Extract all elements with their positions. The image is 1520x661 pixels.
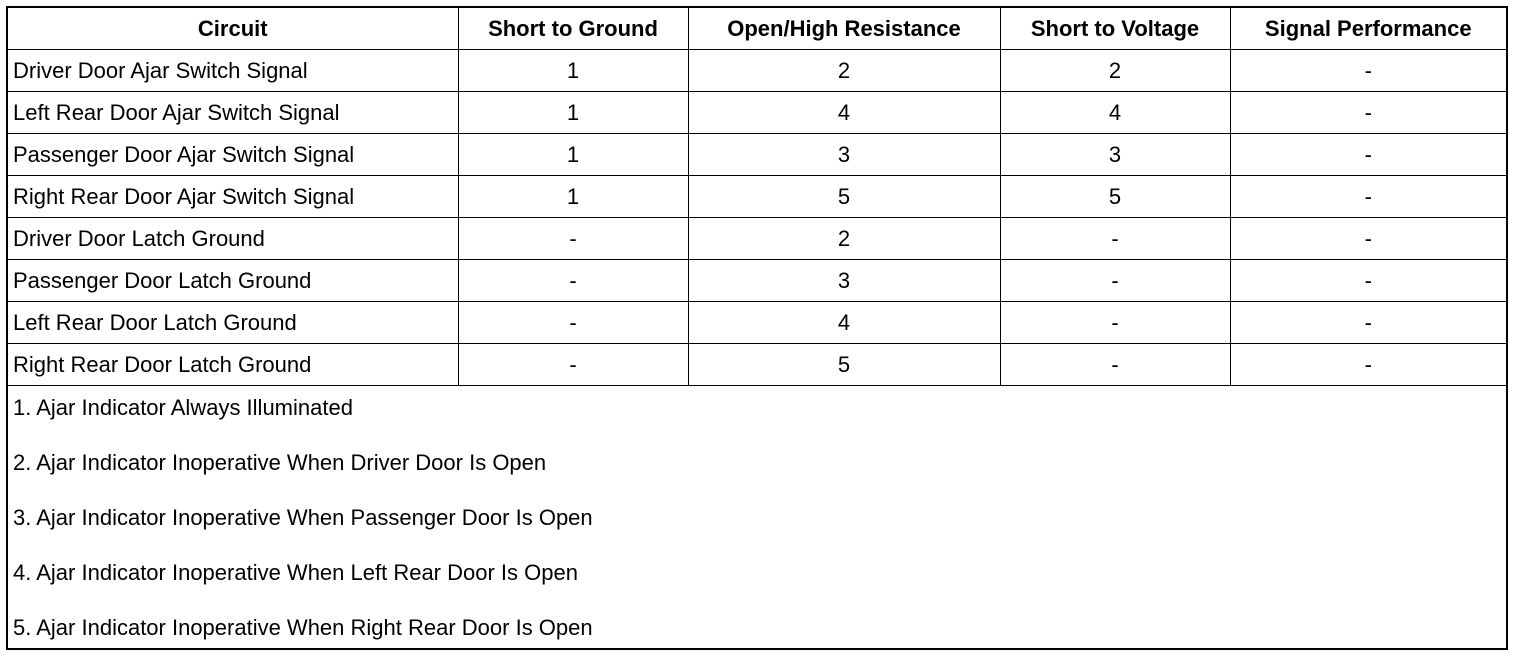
footnote: 4. Ajar Indicator Inoperative When Left Rear Door Is Open	[13, 560, 578, 585]
cell-short-to-voltage: -	[1000, 218, 1230, 260]
cell-short-to-voltage: -	[1000, 302, 1230, 344]
cell-short-to-ground: 1	[458, 134, 688, 176]
cell-short-to-voltage: 2	[1000, 50, 1230, 92]
cell-signal-performance: -	[1230, 176, 1506, 218]
diagnostic-table-frame	[6, 6, 1508, 650]
cell-short-to-voltage: 3	[1000, 134, 1230, 176]
cell-open-high-resistance: 5	[688, 344, 1000, 386]
cell-signal-performance: -	[1230, 302, 1506, 344]
cell-circuit: Passenger Door Ajar Switch Signal	[8, 134, 458, 176]
circuit-fault-table	[8, 8, 1506, 386]
cell-open-high-resistance: 4	[688, 92, 1000, 134]
cell-short-to-ground: 1	[458, 50, 688, 92]
cell-circuit: Left Rear Door Ajar Switch Signal	[8, 92, 458, 134]
footnote: 3. Ajar Indicator Inoperative When Passenger Door Is Open	[13, 505, 593, 530]
footnote: 2. Ajar Indicator Inoperative When Driver Door Is Open	[13, 450, 547, 475]
header-short-to-ground: Short to Ground	[458, 8, 688, 50]
cell-short-to-ground: -	[458, 302, 688, 344]
cell-signal-performance: -	[1230, 260, 1506, 302]
table-row	[8, 134, 1506, 176]
cell-short-to-ground: 1	[458, 92, 688, 134]
cell-signal-performance: -	[1230, 218, 1506, 260]
table-row	[8, 302, 1506, 344]
cell-short-to-voltage: -	[1000, 344, 1230, 386]
cell-short-to-voltage: 5	[1000, 176, 1230, 218]
cell-signal-performance: -	[1230, 50, 1506, 92]
cell-circuit: Driver Door Ajar Switch Signal	[8, 50, 458, 92]
footnote: 5. Ajar Indicator Inoperative When Right Rear Door Is Open	[13, 615, 593, 640]
table-row	[8, 260, 1506, 302]
cell-short-to-ground: -	[458, 260, 688, 302]
cell-signal-performance: -	[1230, 134, 1506, 176]
cell-open-high-resistance: 5	[688, 176, 1000, 218]
cell-short-to-voltage: 4	[1000, 92, 1230, 134]
footnote: 1. Ajar Indicator Always Illuminated	[13, 395, 353, 420]
cell-short-to-ground: -	[458, 218, 688, 260]
table-row	[8, 50, 1506, 92]
table-header-row	[8, 8, 1506, 50]
header-signal-performance: Signal Performance	[1230, 8, 1506, 50]
cell-short-to-ground: 1	[458, 176, 688, 218]
cell-circuit: Right Rear Door Ajar Switch Signal	[8, 176, 458, 218]
header-circuit: Circuit	[8, 8, 458, 50]
table-row	[8, 218, 1506, 260]
table-row	[8, 176, 1506, 218]
cell-open-high-resistance: 2	[688, 218, 1000, 260]
cell-signal-performance: -	[1230, 344, 1506, 386]
header-open-high-resistance: Open/High Resistance	[688, 8, 1000, 50]
cell-circuit: Passenger Door Latch Ground	[8, 260, 458, 302]
header-short-to-voltage: Short to Voltage	[1000, 8, 1230, 50]
cell-open-high-resistance: 3	[688, 134, 1000, 176]
cell-open-high-resistance: 4	[688, 302, 1000, 344]
cell-short-to-ground: -	[458, 344, 688, 386]
cell-signal-performance: -	[1230, 92, 1506, 134]
cell-circuit: Right Rear Door Latch Ground	[8, 344, 458, 386]
cell-circuit: Left Rear Door Latch Ground	[8, 302, 458, 344]
table-row	[8, 344, 1506, 386]
footnotes	[8, 386, 1506, 661]
cell-open-high-resistance: 3	[688, 260, 1000, 302]
cell-circuit: Driver Door Latch Ground	[8, 218, 458, 260]
table-row	[8, 92, 1506, 134]
cell-open-high-resistance: 2	[688, 50, 1000, 92]
cell-short-to-voltage: -	[1000, 260, 1230, 302]
